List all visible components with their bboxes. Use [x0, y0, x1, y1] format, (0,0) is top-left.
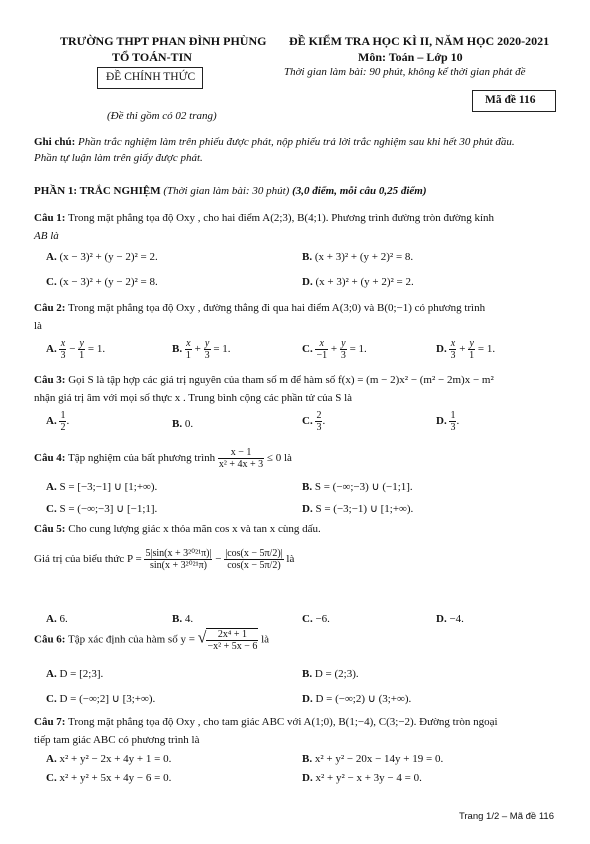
question-text: Trong mặt phẳng tọa độ Oxy , cho hai điểm A(2;3), B(4;1). Phương trình đường tròn đường kính [65, 212, 495, 224]
note-line-2: Phần tự luận làm trên giấy được phát. [34, 152, 203, 164]
question-3-cont: nhận giá trị âm với mọi số thực x . Trung bình cộng các phần tử của S là [34, 392, 353, 404]
q2-option-b: B. $\frac{x}{1}$ + $\frac{y}{3}$ = 1. [172, 338, 231, 361]
q6-option-c: C. D = (−∞;2] ∪ [3;+∞). [46, 693, 156, 705]
exam-code: Mã đề 116 [485, 94, 536, 106]
subject-line: Môn: Toán – Lớp 10 [358, 50, 463, 64]
q5-option-a: A. 6. [46, 613, 68, 625]
q7-option-b: B. x² + y² − 20x − 14y + 19 = 0. [302, 753, 444, 765]
exam-title: ĐỀ KIỂM TRA HỌC KÌ II, NĂM HỌC 2020-2021 [289, 34, 550, 48]
q6-option-b: B. D = (2;3). [302, 668, 359, 680]
q2-option-d: D. $\frac{x}{3}$ + $\frac{y}{1}$ = 1. [436, 338, 496, 361]
q3-option-c: C. $\frac{2}{3}$ . [302, 410, 326, 433]
q7-option-a: A. x² + y² − 2x + 4y + 1 = 0. [46, 753, 172, 765]
q5-option-b: B. 4. [172, 613, 194, 625]
q1-option-b: B. (x + 3)² + (y + 2)² = 8. [302, 251, 414, 263]
q1-option-c: C. (x − 3)² + (y − 2)² = 8. [46, 276, 158, 288]
time-line: Thời gian làm bài: 90 phút, không kể thời gian phát đề [284, 66, 526, 78]
q4-option-c: C. S = (−∞;−3] ∪ [−1;1]. [46, 503, 158, 515]
q3-option-b: B. 0. [172, 418, 194, 430]
pages-note: (Đề thi gồm có 02 trang) [107, 110, 217, 122]
question-1 [34, 212, 494, 224]
q2-option-a: A. $\frac{x}{3}$ − $\frac{y}{1}$ = 1. [46, 338, 106, 361]
q5-option-c: C. −6. [302, 613, 330, 625]
question-7-cont: tiếp tam giác ABC có phương trình là [34, 734, 200, 746]
q5-option-d: D. −4. [436, 613, 464, 625]
q4-option-b: B. S = (−∞;−3) ∪ (−1;1]. [302, 481, 413, 493]
question-2: Câu 2: Trong mặt phẳng tọa độ Oxy , đường thẳng đi qua hai điểm A(3;0) và B(0;−1) có phương trình [34, 302, 486, 314]
page-footer: Trang 1/2 – Mã đề 116 [458, 811, 554, 822]
part1-title: PHẦN 1: TRẮC NGHIỆM [34, 185, 161, 197]
question-5: Câu 5: Cho cung lượng giác x thỏa mãn cos x và tan x cùng dấu. [34, 523, 321, 535]
q6-option-d: D. D = (−∞;2) ∪ (3;+∞). [302, 693, 412, 705]
note-label: Ghi chú: [34, 136, 76, 148]
q2-option-c: C. $\frac{x}{-1}$ + $\frac{y}{3}$ = 1. [302, 338, 367, 361]
q1-option-a: A. (x − 3)² + (y − 2)² = 2. [46, 251, 158, 263]
department-name: TỔ TOÁN-TIN [112, 50, 192, 64]
exam-code-box [472, 90, 556, 112]
q4-option-d: D. S = (−3;−1) ∪ [1;+∞). [302, 503, 414, 515]
question-2-cont: là [34, 320, 42, 332]
question-4: Câu 4: Tập nghiệm của bất phương trình $\frac{x - 1}{\text{x² + 4x + 3}}$ ≤ 0 là [34, 447, 292, 470]
q3-option-a: A. $\frac{1}{2}$ . [46, 410, 70, 433]
q4-option-a: A. S = [−3;−1] ∪ [1;+∞). [46, 481, 158, 493]
question-3: Câu 3: Gọi S là tập hợp các giá trị nguyên của tham số m để hàm số f(x) = (m − 2)x² − (m² − 2m)x − m² [34, 374, 494, 386]
question-label: Câu 1: [34, 212, 66, 224]
q1-option-d: D. (x + 3)² + (y + 2)² = 2. [302, 276, 414, 288]
school-name: TRƯỜNG THPT PHAN ĐÌNH PHÙNG [60, 34, 267, 48]
official-label: ĐỀ CHÍNH THỨC [106, 71, 196, 83]
note-text-1: Phần trắc nghiệm làm trên phiếu được phát, nộp phiếu trả lời trắc nghiệm sau khi hết 30 phút đầu. [75, 136, 515, 148]
question-5-expr: Giá trị của biểu thức P = $\frac{\text{5|sin(x + 3²⁰²¹π)|}}{\text{sin(x + 3²⁰²¹π)}}$ − $\frac{|\cos(x - 5\pi/2)|}{\cos(x - 5\pi/2)}$ là [34, 548, 295, 571]
part1-score: (3,0 điểm, mỗi câu 0,25 điểm) [289, 185, 427, 197]
q3-option-d: D. $\frac{1}{3}$ . [436, 410, 460, 433]
q7-option-c: C. x² + y² + 5x + 4y − 6 = 0. [46, 772, 172, 784]
part1-time: (Thời gian làm bài: 30 phút) [160, 185, 290, 197]
q6-option-a: A. D = [2;3]. [46, 668, 104, 680]
note-line-1 [34, 136, 515, 148]
question-6: Câu 6: Tập xác định của hàm số y = √ $\frac{\text{2x⁴ + 1}}{\text{−x² + 5x − 6}}$ là [34, 629, 270, 652]
question-1-cont: AB là [34, 230, 59, 242]
official-box [97, 67, 203, 89]
question-7: Câu 7: Trong mặt phẳng tọa độ Oxy , cho tam giác ABC với A(1;0), B(1;−4), C(3;−2). Đường tròn ngoại [34, 716, 498, 728]
part1-title-line [34, 185, 427, 197]
q7-option-d: D. x² + y² − x + 3y − 4 = 0. [302, 772, 422, 784]
